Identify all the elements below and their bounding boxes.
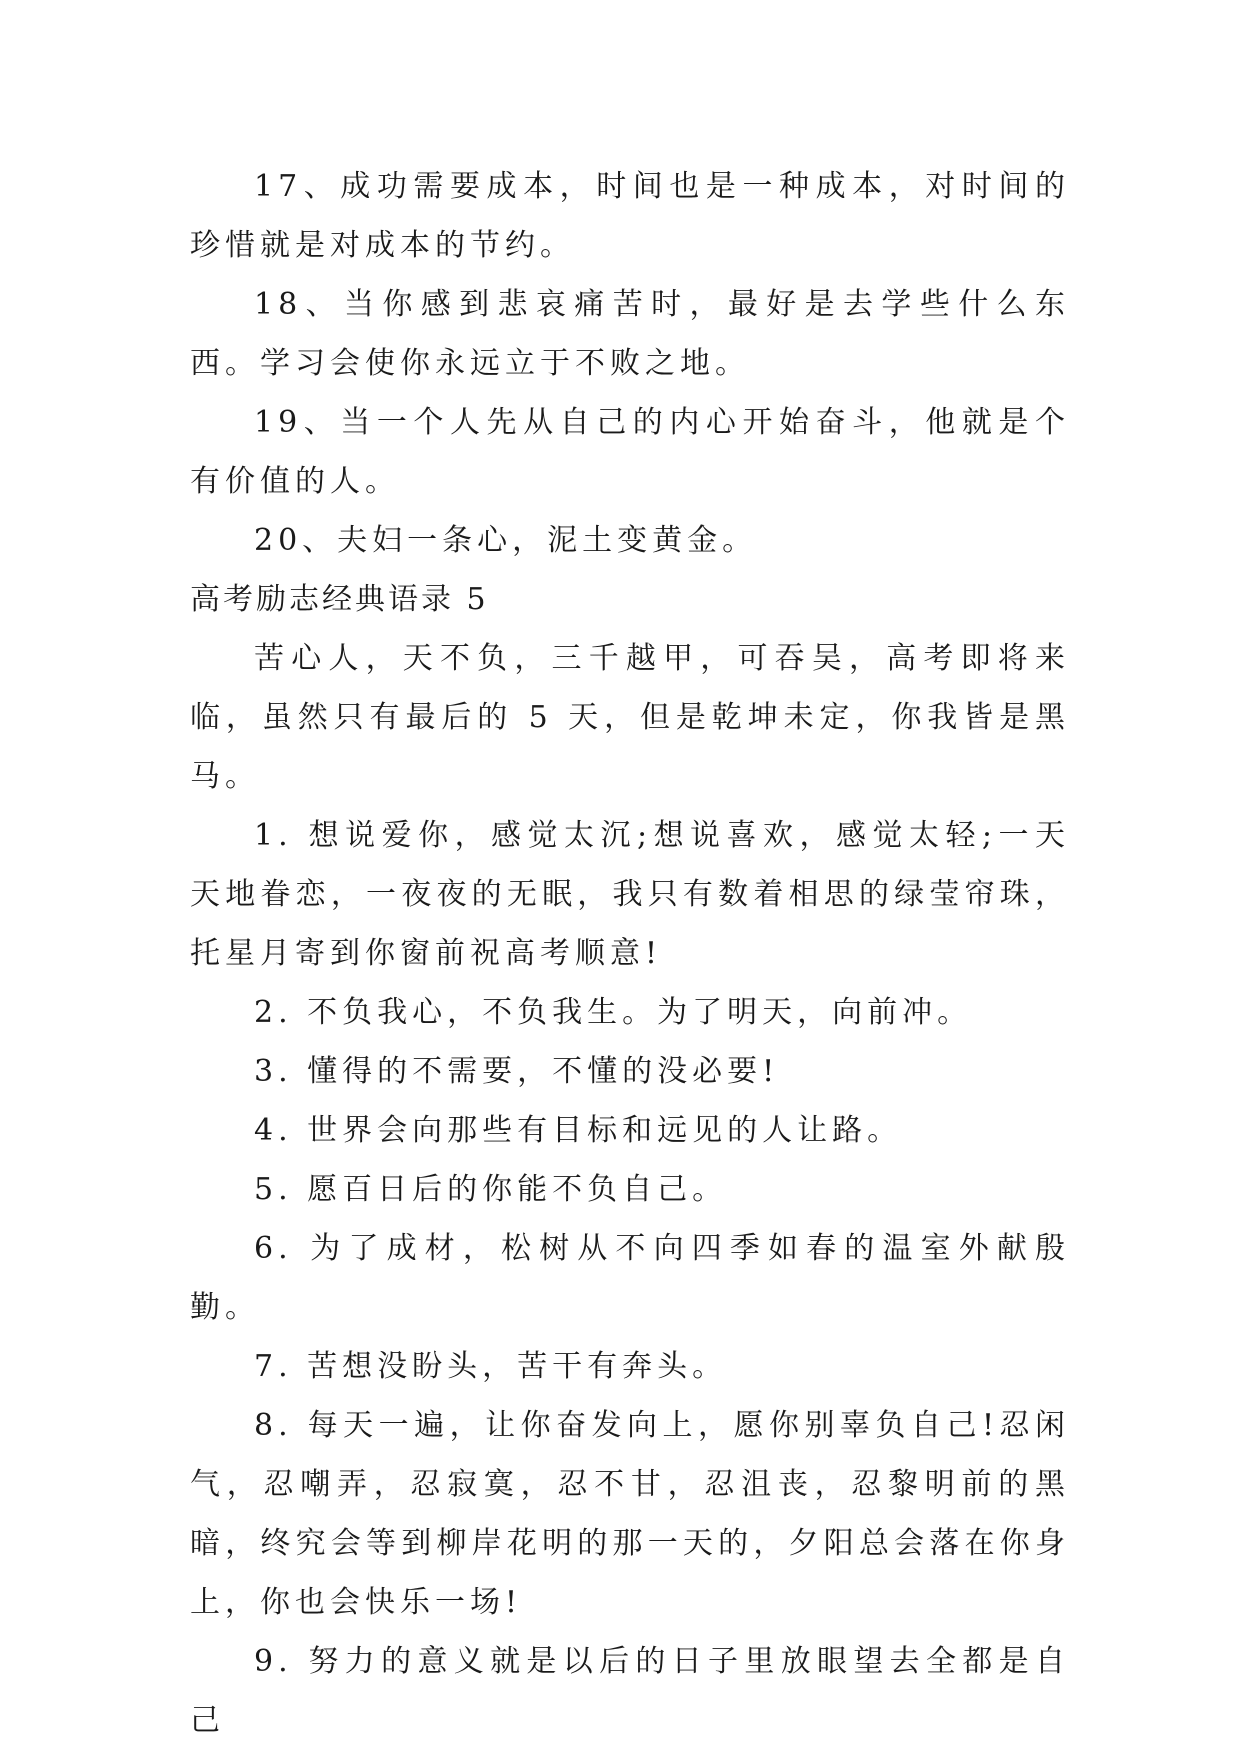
item-4: 4. 世界会向那些有目标和远见的人让路。: [254, 1113, 903, 1148]
item-6: 6. 为了成材，松树从不向四季如春的温室外献殷勤。: [190, 1231, 1070, 1325]
item-8: 8. 每天一遍，让你奋发向上，愿你别辜负自己!忍闲气，忍嘲弄，忍寂寞，忍不甘，忍沮丧，忍黎明前的黑暗，终究会等到柳岸花明的那一天的，夕阳总会落在你身上，你也会快乐一场!: [190, 1408, 1070, 1620]
quote-18: 18、当你感到悲哀痛苦时，最好是去学些什么东西。学习会使你永远立于不败之地。: [190, 287, 1070, 381]
quote-17: 17、成功需要成本，时间也是一种成本，对时间的珍惜就是对成本的节约。: [190, 169, 1070, 263]
item-5: 5. 愿百日后的你能不负自己。: [254, 1172, 728, 1207]
item-2: 2. 不负我心，不负我生。为了明天，向前冲。: [254, 995, 973, 1030]
document-body: [190, 157, 1070, 1750]
item-7: 7. 苦想没盼头，苦干有奔头。: [254, 1349, 728, 1384]
item-1: 1. 想说爱你，感觉太沉;想说喜欢，感觉太轻;一天天地眷恋，一夜夜的无眠，我只有数着相思的绿莹帘珠，托星月寄到你窗前祝高考顺意!: [190, 818, 1070, 971]
item-9: 9. 努力的意义就是以后的日子里放眼望去全都是自己: [190, 1644, 1070, 1738]
item-3: 3. 懂得的不需要，不懂的没必要!: [254, 1054, 780, 1089]
section-intro: 苦心人，天不负，三千越甲，可吞吴，高考即将来临，虽然只有最后的 5 天，但是乾坤未定，你我皆是黑马。: [190, 641, 1070, 794]
section-heading: 高考励志经典语录 5: [190, 582, 489, 617]
quote-20: 20、夫妇一条心，泥土变黄金。: [254, 523, 758, 558]
quote-19: 19、当一个人先从自己的内心开始奋斗，他就是个有价值的人。: [190, 405, 1070, 499]
